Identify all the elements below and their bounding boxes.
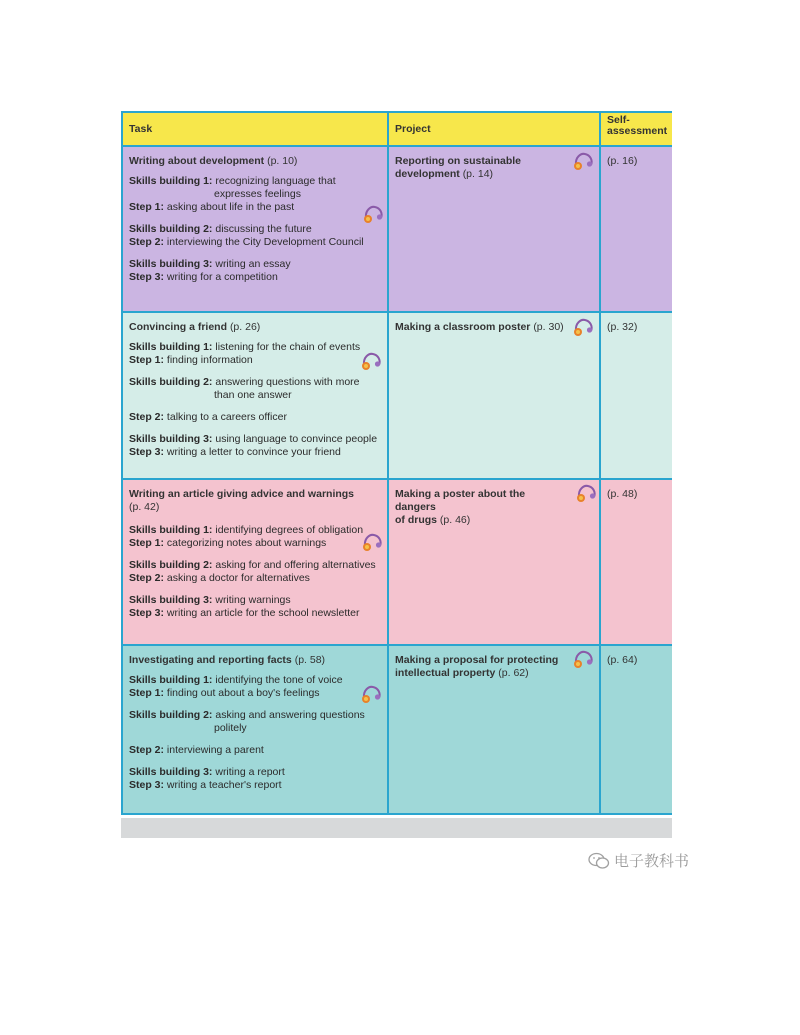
task-line: Step 1: finding information — [129, 354, 253, 366]
headphones-icon[interactable] — [572, 318, 594, 338]
task-line: Step 2: interviewing the City Development Council — [129, 236, 364, 248]
task-cell-4 — [123, 646, 387, 813]
task-line: Skills building 2: discussing the future — [129, 223, 312, 235]
headphones-icon[interactable] — [360, 685, 382, 705]
project-cell-3: Making a poster about the dangers of drugs (p. 46) — [389, 480, 599, 644]
task-cell-3 — [123, 480, 387, 644]
task-line: Skills building 1: listening for the chain of events — [129, 341, 361, 353]
watermark — [588, 850, 689, 871]
table-footer-bar — [121, 818, 672, 838]
task-line: Skills building 3: writing an essay — [129, 258, 291, 270]
headphones-icon[interactable] — [575, 484, 597, 504]
task-title: Writing about development (p. 10) — [129, 155, 298, 167]
task-line: Step 2: asking a doctor for alternatives — [129, 572, 310, 584]
task-cell-2 — [123, 313, 387, 478]
task-line: Step 3: writing an article for the school newsletter — [129, 607, 360, 619]
task-line: Skills building 1: identifying the tone of voice — [129, 674, 343, 686]
task-line: Skills building 2: asking for and offering alternatives — [129, 559, 376, 571]
headphones-icon[interactable] — [360, 352, 382, 372]
task-line: Step 2: interviewing a parent — [129, 744, 264, 756]
project-cell-4: Making a proposal for protecting intellectual property (p. 62) — [389, 646, 599, 813]
wechat-icon — [588, 852, 610, 870]
header-task: Task — [123, 113, 387, 145]
self-assessment-cell-1: (p. 16) — [601, 147, 672, 311]
task-line: Skills building 3: writing a report — [129, 766, 285, 778]
task-line: Step 3: writing a teacher's report — [129, 779, 282, 791]
task-line: Skills building 2: asking and answering questions politely — [129, 709, 365, 734]
task-title: Convincing a friend (p. 26) — [129, 321, 261, 333]
headphones-icon[interactable] — [572, 650, 594, 670]
watermark-text: 电子教科书 — [614, 852, 690, 870]
task-line: Skills building 1: identifying degrees of obligation — [129, 524, 364, 536]
headphones-icon[interactable] — [361, 533, 383, 553]
task-line: Skills building 2: answering questions with more than one answer — [129, 376, 360, 401]
syllabus-table — [121, 111, 672, 815]
task-line: Skills building 1: recognizing language that expresses feelings — [129, 175, 336, 200]
task-line: Step 1: categorizing notes about warnings — [129, 537, 327, 549]
headphones-icon[interactable] — [572, 152, 594, 172]
self-assessment-cell-4: (p. 64) — [601, 646, 672, 813]
task-line: Step 3: writing for a competition — [129, 271, 278, 283]
header-project: Project — [389, 113, 599, 145]
task-line: Skills building 3: using language to convince people — [129, 433, 378, 445]
header-self-assessment: Self- assessment — [601, 113, 672, 145]
self-assessment-cell-2: (p. 32) — [601, 313, 672, 478]
project-cell-2: Making a classroom poster (p. 30) — [389, 313, 599, 478]
project-cell-1: Reporting on sustainable development (p. 14) — [389, 147, 599, 311]
task-cell-1 — [123, 147, 387, 311]
task-line: Step 2: talking to a careers officer — [129, 411, 287, 423]
task-title: Investigating and reporting facts (p. 58) — [129, 654, 326, 666]
self-assessment-cell-3: (p. 48) — [601, 480, 672, 644]
task-line: Skills building 3: writing warnings — [129, 594, 291, 606]
task-title: Writing an article giving advice and warnings (p. 42) — [129, 488, 355, 513]
headphones-icon[interactable] — [362, 205, 384, 225]
task-line: Step 1: finding out about a boy's feelings — [129, 687, 320, 699]
task-line: Step 1: asking about life in the past — [129, 201, 295, 213]
task-line: Step 3: writing a letter to convince your friend — [129, 446, 341, 458]
